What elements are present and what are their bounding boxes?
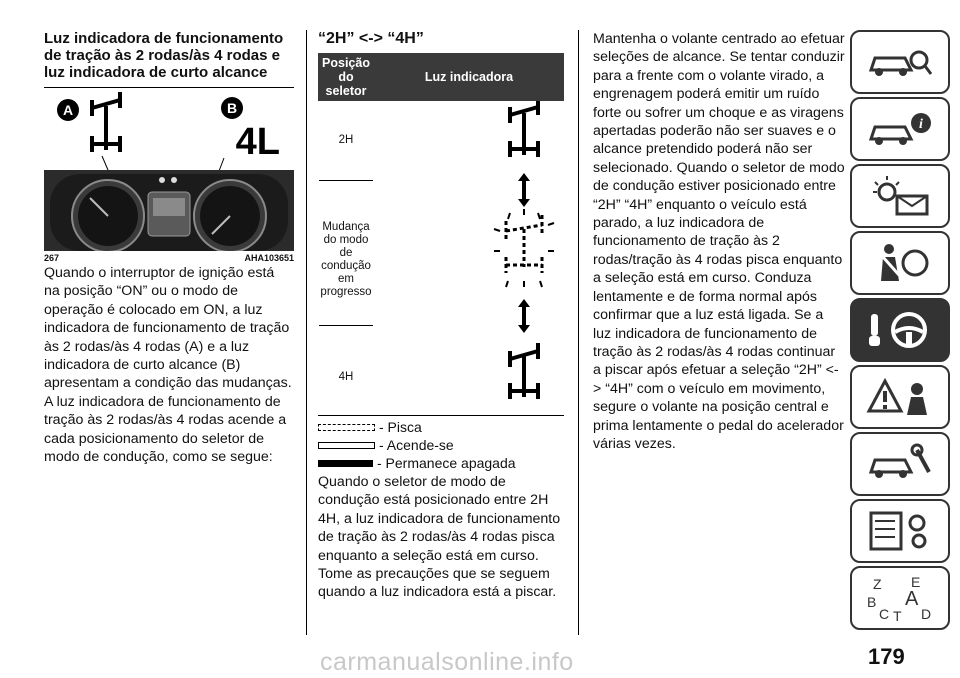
column-divider	[306, 30, 307, 635]
tab-safety[interactable]	[850, 231, 950, 295]
car-service-icon	[865, 442, 935, 486]
index-letter: E	[911, 574, 921, 590]
solid-swatch	[318, 460, 373, 467]
column-2	[318, 30, 564, 602]
row-divider	[319, 325, 373, 326]
index-letter: C	[879, 606, 890, 622]
alphabet-index-icon	[865, 573, 935, 623]
tab-technical-data[interactable]	[850, 499, 950, 563]
indicator-icons-cell	[374, 101, 564, 415]
index-letter: D	[921, 606, 932, 622]
table-header-indicator: Luz indicadora	[374, 53, 564, 101]
tab-starting-driving[interactable]	[850, 298, 950, 362]
row-divider	[319, 180, 373, 181]
page-number: 179	[868, 644, 905, 669]
tab-emergency[interactable]	[850, 365, 950, 429]
instrument-cluster-illustration	[44, 88, 294, 251]
legend-off: - Permanece apagada	[318, 455, 564, 472]
blinking-four-wheel-drive-icon	[506, 215, 542, 273]
column-1	[44, 30, 294, 466]
car-magnifier-icon	[865, 42, 935, 82]
callout-a-label: A	[62, 102, 74, 118]
figure-caption	[44, 253, 294, 263]
warning-light-icon	[865, 174, 935, 218]
indicator-sequence	[374, 101, 564, 411]
car-info-icon	[865, 109, 935, 149]
index-letter: B	[867, 594, 877, 610]
key-steering-wheel-icon	[865, 308, 935, 352]
watermark: carmanualsonline.info	[320, 648, 574, 676]
index-letter: T	[893, 608, 902, 623]
warning-triangle-icon	[865, 375, 935, 419]
svg-text:i: i	[919, 117, 923, 132]
intro-paragraph: Quando o interruptor de ignição está na posição “ON” ou o modo de operação é colocado em ON, a luz indicadora de funcionamento de tração às 2 rodas/às 4 rodas (A) e a luz indicadora de curto alcance (B) apresentam a condição das mudanças. A luz indicadora de funcionamento de tração às 2 rodas/às 4 rodas acende a cada posicionamento do seletor de modo de condução, como se segue:	[44, 265, 292, 466]
seatbelt-airbag-icon	[865, 241, 935, 285]
tab-vehicle-info[interactable]	[850, 97, 950, 161]
row-2h-label: 2H	[338, 133, 354, 146]
indicator-table	[318, 53, 564, 415]
tab-warning-lights[interactable]	[850, 164, 950, 228]
dashboard-figure	[44, 87, 294, 251]
two-wheel-drive-icon	[510, 101, 538, 157]
outline-swatch	[318, 442, 375, 449]
low-range-indicator-label: 4L	[235, 121, 280, 163]
subsection-heading: “2H” <-> “4H”	[318, 30, 424, 47]
chapter-tabs	[850, 30, 952, 633]
row-transition-label: Mudança do modo de condução em progresso	[320, 221, 372, 299]
legend-on: - Acende-se	[318, 437, 564, 454]
legend-blink: - Pisca	[318, 419, 564, 436]
callout-b-label: B	[226, 100, 238, 116]
column-divider	[578, 30, 579, 635]
row-4h-label: 4H	[338, 371, 354, 384]
table-row	[318, 101, 564, 180]
figure-code: AHA103651	[244, 253, 294, 263]
table-header-selector: Posição do seletor	[318, 53, 374, 101]
legend	[318, 415, 564, 472]
column-3	[593, 30, 845, 453]
checklist-gear-icon	[865, 509, 935, 553]
index-letter: A	[905, 588, 919, 610]
precautions-paragraph: Mantenha o volante centrado ao efetuar seleções de alcance. Se tentar conduzir para a frente com o volante virado, a engrenagem poderá emitir um ruído forte ou sofrer um choque e as viragens apertadas poderão não ser suaves e o alcance pretendido poderá não ser selecionado. Quando o seletor de modo de condução estiver posicionado entre “2H” “4H” enquanto o veículo está parado, a luz indicadora de funcionamento de tração às 2 rodas/tração às 4 rodas pisca enquanto a seleção está em curso. Conduza lentamente e de forma normal após confirmar que a luz está ligada. Se a luz indicadora de funcionamento de tração às 2 rodas/às 4 rodas continuar a piscar após efetuar a seleção “2H” <-> “4H” com o veículo em movimento, segure o volante na posição central e prima lentamente o pedal do acelerador várias vezes.	[593, 31, 845, 452]
four-wheel-drive-lit-icon	[510, 343, 538, 399]
double-arrow-icon-2	[518, 299, 530, 333]
section-heading: Luz indicadora de funcionamento de tração às 2 rodas/às 4 rodas e luz indicadora de curto alcance	[44, 30, 284, 81]
dashed-swatch	[318, 424, 375, 431]
tab-index[interactable]	[850, 566, 950, 630]
blink-paragraph: Quando o seletor de modo de condução está posicionado entre 2H 4H, a luz indicadora de funcionamento de tração às 2 rodas/às 4 rodas pisca enquanto a seleção está em curso. Tome as precauções que se seguem quando a luz indicadora está a piscar.	[318, 474, 561, 601]
tab-maintenance[interactable]	[850, 432, 950, 496]
double-arrow-icon	[518, 173, 530, 207]
index-letter: Z	[873, 576, 882, 592]
tab-vehicle-overview[interactable]	[850, 30, 950, 94]
figure-number: 267	[44, 253, 60, 263]
